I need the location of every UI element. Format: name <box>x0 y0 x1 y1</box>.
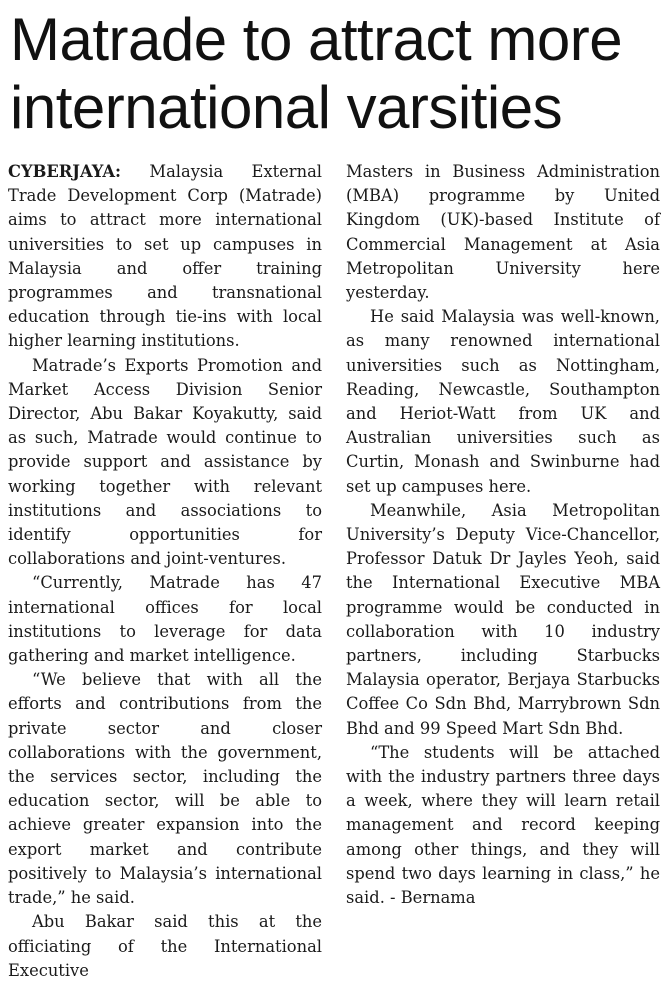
article-column-right <box>346 160 660 940</box>
article-paragraph: He said Malaysia was well-known, as many renowned international universities such as Nottingham, Reading, Newcastle, Southampton and Heriot-Watt from UK and Australian universities such as Curtin, Monash and Swinburne had set up campuses here. <box>346 307 660 496</box>
article-paragraph: “Currently, Matrade has 47 international offices for local institutions to leverage for data gathering and market intelligence. <box>8 573 322 666</box>
article-paragraph: Abu Bakar said this at the officiating of the International Executive <box>8 912 322 980</box>
article-paragraph: Matrade’s Exports Promotion and Market Access Division Senior Director, Abu Bakar Koyakutty, said as such, Matrade would continue to provide support and assistance by working together with relevant institutions and associations to identify opportunities for collaborations and joint-ventures. <box>8 355 322 569</box>
article-paragraph: Meanwhile, Asia Metropolitan University’s Deputy Vice-Chancellor, Professor Datuk Dr Jayles Yeoh, said the International Executive MBA programme would be conducted in collaboration with 10 industry partners, including Starbucks Malaysia operator, Berjaya Starbucks Coffee Co Sdn Bhd, Marrybrown Sdn Bhd and 99 Speed Mart Sdn Bhd. <box>346 500 660 738</box>
article-body <box>8 160 660 980</box>
article-paragraph: Masters in Business Administration (MBA) programme by United Kingdom (UK)-based Institute of Commercial Management at Asia Metropolitan University here yesterday. <box>346 162 660 303</box>
article-column-left <box>8 160 322 980</box>
article-headline: Matrade to attract more international varsities <box>10 6 623 141</box>
article-paragraph: “The students will be attached with the industry partners three days a week, where they will learn retail management and record keeping among other things, and they will spend two days learning in class,” he said. - Bernama <box>346 742 660 908</box>
article-paragraph: “We believe that with all the efforts and contributions from the private sector and closer collaborations with the government, the services sector, including the education sector, will be able to achieve greater expansion into the export market and contribute positively to Malaysia’s international trade,” he said. <box>8 670 322 908</box>
article-paragraph <box>8 160 322 354</box>
paragraph-text: Malaysia External Trade Development Corp (Matrade) aims to attract more international universities to set up campuses in Malaysia and offer training programmes and transnational education through tie-ins with local higher learning institutions. <box>8 162 322 351</box>
dateline: CYBERJAYA: <box>8 162 122 181</box>
